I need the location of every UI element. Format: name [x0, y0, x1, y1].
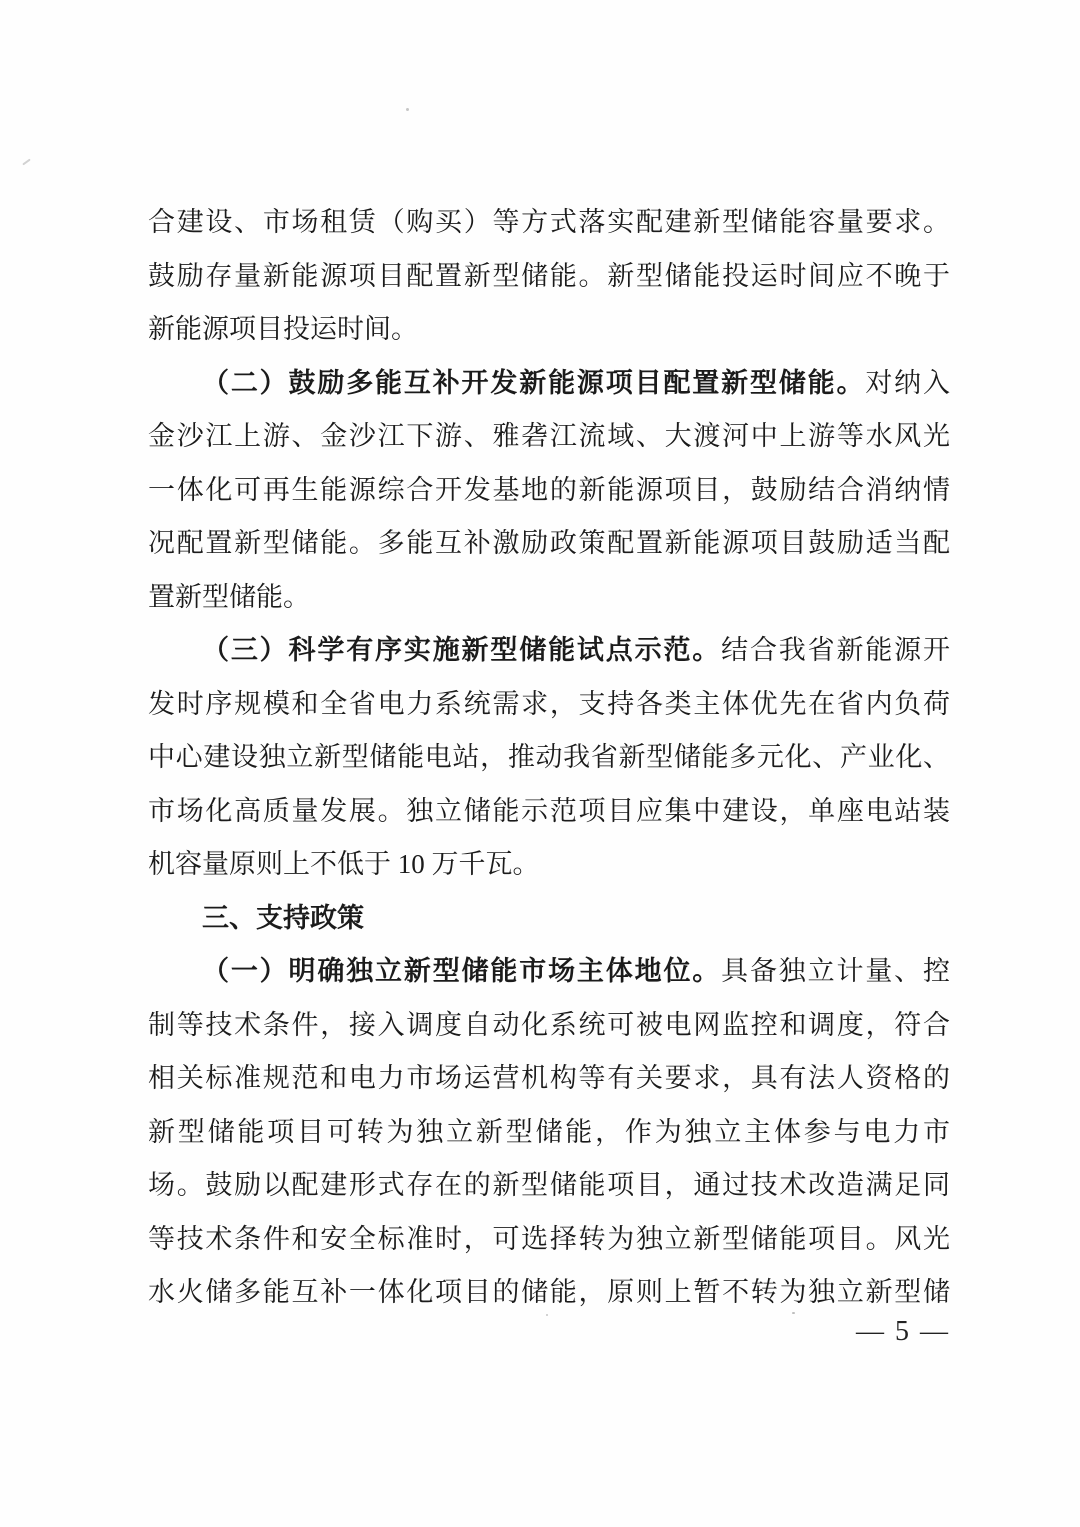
scan-speck	[406, 108, 409, 111]
text-segment: 新能源项目投运时间。	[148, 314, 418, 344]
text-segment: 金沙江上游、金沙江下游、雅砻江流域、大渡河中上游等水风光	[148, 421, 950, 451]
text-line	[148, 250, 950, 304]
text-segment: 场。鼓励以配建形式存在的新型储能项目，通过技术改造满足同	[148, 1170, 950, 1200]
text-segment: 机容量原则上不低于 10 万千瓦。	[148, 849, 540, 879]
bold-text-segment: 三、支持政策	[202, 902, 364, 933]
text-segment: 中心建设独立新型储能电站，推动我省新型储能多元化、产业化、	[148, 742, 950, 772]
text-segment: 水火储多能互补一体化项目的储能，原则上暂不转为独立新型储	[148, 1277, 950, 1307]
bold-text-segment: （三）科学有序实施新型储能试点示范。	[202, 635, 722, 665]
text-segment: 相关标准规范和电力市场运营机构等有关要求，具有法人资格的	[148, 1063, 950, 1093]
text-line	[148, 410, 950, 464]
text-line	[148, 838, 950, 892]
scan-speck	[22, 159, 31, 166]
text-line	[148, 517, 950, 571]
text-line	[148, 785, 950, 839]
text-segment: 对纳入	[865, 367, 951, 398]
text-line	[148, 624, 950, 678]
document-text-block	[148, 196, 950, 1320]
text-line	[148, 1052, 950, 1106]
text-segment: 发时序规模和全省电力系统需求，支持各类主体优先在省内负荷	[148, 688, 950, 719]
text-line	[148, 303, 950, 357]
text-segment: 具备独立计量、控	[721, 956, 951, 986]
text-segment: 制等技术条件，接入调度自动化系统可被电网监控和调度，符合	[148, 1009, 950, 1040]
text-segment: 鼓励存量新能源项目配置新型储能。新型储能投运时间应不晚于	[148, 260, 950, 291]
section-heading-line	[148, 892, 950, 946]
text-line	[148, 1106, 950, 1160]
text-line	[148, 1159, 950, 1213]
text-line	[148, 731, 950, 785]
bold-text-segment: （二）鼓励多能互补开发新能源项目配置新型储能。	[202, 367, 866, 398]
text-line	[148, 999, 950, 1053]
text-segment: 况配置新型储能。多能互补激励政策配置新能源项目鼓励适当配	[148, 528, 950, 558]
text-segment: 新型储能项目可转为独立新型储能，作为独立主体参与电力市	[148, 1116, 950, 1147]
text-segment: 市场化高质量发展。独立储能示范项目应集中建设，单座电站装	[148, 795, 950, 826]
text-segment: 合建设、市场租赁（购买）等方式落实配建新型储能容量要求。	[148, 207, 950, 237]
text-line	[148, 196, 950, 250]
text-line	[148, 1213, 950, 1267]
text-segment: 结合我省新能源开	[721, 635, 951, 665]
page-number: — 5 —	[856, 1316, 950, 1347]
text-line	[148, 571, 950, 625]
text-line	[148, 1266, 950, 1320]
text-segment: 等技术条件和安全标准时，可选择转为独立新型储能项目。风光	[148, 1223, 950, 1254]
text-line	[148, 464, 950, 518]
text-segment: 置新型储能。	[148, 581, 310, 612]
bold-text-segment: （一）明确独立新型储能市场主体地位。	[202, 956, 722, 986]
text-line	[148, 357, 950, 411]
text-line	[148, 945, 950, 999]
text-line	[148, 678, 950, 732]
text-segment: 一体化可再生能源综合开发基地的新能源项目，鼓励结合消纳情	[148, 474, 950, 505]
